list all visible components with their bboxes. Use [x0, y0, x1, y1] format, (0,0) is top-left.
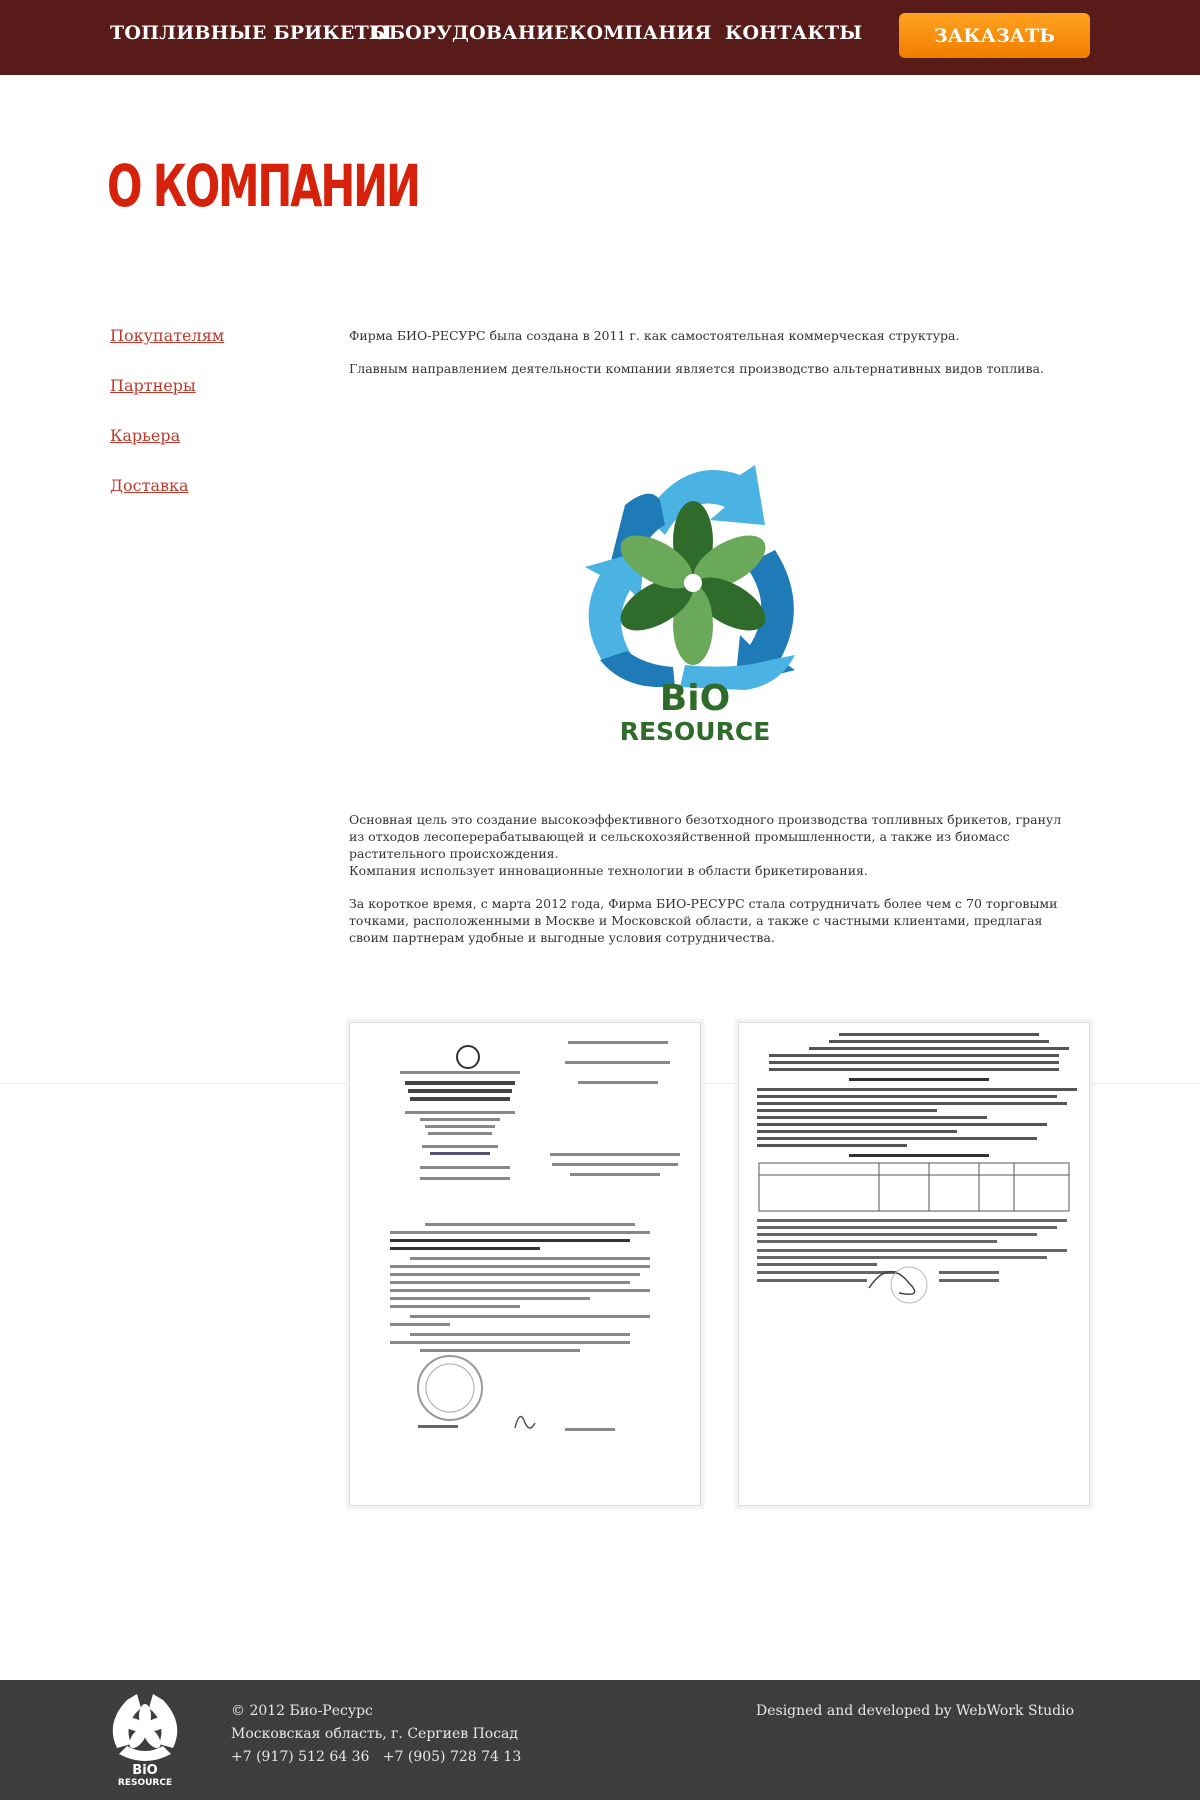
sidebar-item-partners[interactable]: Партнеры	[110, 376, 196, 395]
footer-phones: +7 (917) 512 64 36 +7 (905) 728 74 13	[231, 1749, 522, 1765]
footer-logo-text-bio: BiO	[132, 1763, 158, 1778]
footer-address: Московская область, г. Сергиев Посад	[231, 1726, 519, 1742]
certificate-letter-icon	[350, 1023, 701, 1506]
sidebar-item-buyers[interactable]: Покупателям	[110, 326, 225, 345]
body-paragraph-1: Основная цель это создание высокоэффективного безотходного производства топливных брикетов, гранул из отходов лесоперерабатывающей и сельскохозяйственной промышленности, а также из биомасс растительного происхождения.	[349, 812, 1062, 861]
body-paragraph-2: Компания использует инновационные технологии в области брикетирования.	[349, 863, 868, 878]
footer-copyright: © 2012 Био-Ресурс	[231, 1703, 373, 1719]
logo-text-bio: BiO	[659, 678, 731, 719]
footer-credit-link[interactable]: Designed and developed by WebWork Studio	[756, 1703, 1075, 1719]
test-protocol-icon	[739, 1023, 1090, 1506]
nav-company[interactable]: КОМПАНИЯ	[569, 22, 712, 44]
test-protocol-thumbnail[interactable]	[738, 1022, 1090, 1506]
recycle-leaf-logo-icon	[565, 455, 825, 745]
nav-fuel-briquettes[interactable]: ТОПЛИВНЫЕ БРИКЕТЫ	[110, 22, 392, 44]
sidebar-item-delivery[interactable]: Доставка	[110, 476, 189, 495]
footer	[0, 1680, 1200, 1800]
certificate-letter-thumbnail[interactable]	[349, 1022, 701, 1506]
intro-paragraph-2: Главным направлением деятельности компании является производство альтернативных видов топлива.	[349, 361, 1044, 376]
body-paragraph-3: За короткое время, с марта 2012 года, Фирма БИО-РЕСУРС стала сотрудничать более чем с 70 торговыми точками, расположенными в Москве и Московской области, а также с частными клиентами, предлагая своим партнерам удобные и выгодные условия сотрудничества.	[349, 896, 1058, 945]
nav-contacts[interactable]: КОНТАКТЫ	[725, 22, 863, 44]
intro-paragraph-1: Фирма БИО-РЕСУРС была создана в 2011 г. как самостоятельная коммерческая структура.	[349, 328, 960, 343]
logo-text-resource: RESOURCE	[619, 717, 771, 745]
sidebar-item-career[interactable]: Карьера	[110, 426, 181, 445]
order-button[interactable]: ЗАКАЗАТЬ	[899, 13, 1090, 58]
footer-logo-text-resource: RESOURCE	[117, 1778, 173, 1788]
top-navigation-bar	[0, 0, 1200, 75]
bio-resource-logo	[565, 455, 825, 745]
nav-equipment[interactable]: ОБОРУДОВАНИЕ	[372, 22, 569, 44]
page-title: О КОМПАНИИ	[107, 152, 419, 220]
footer-logo-icon[interactable]	[105, 1692, 185, 1788]
